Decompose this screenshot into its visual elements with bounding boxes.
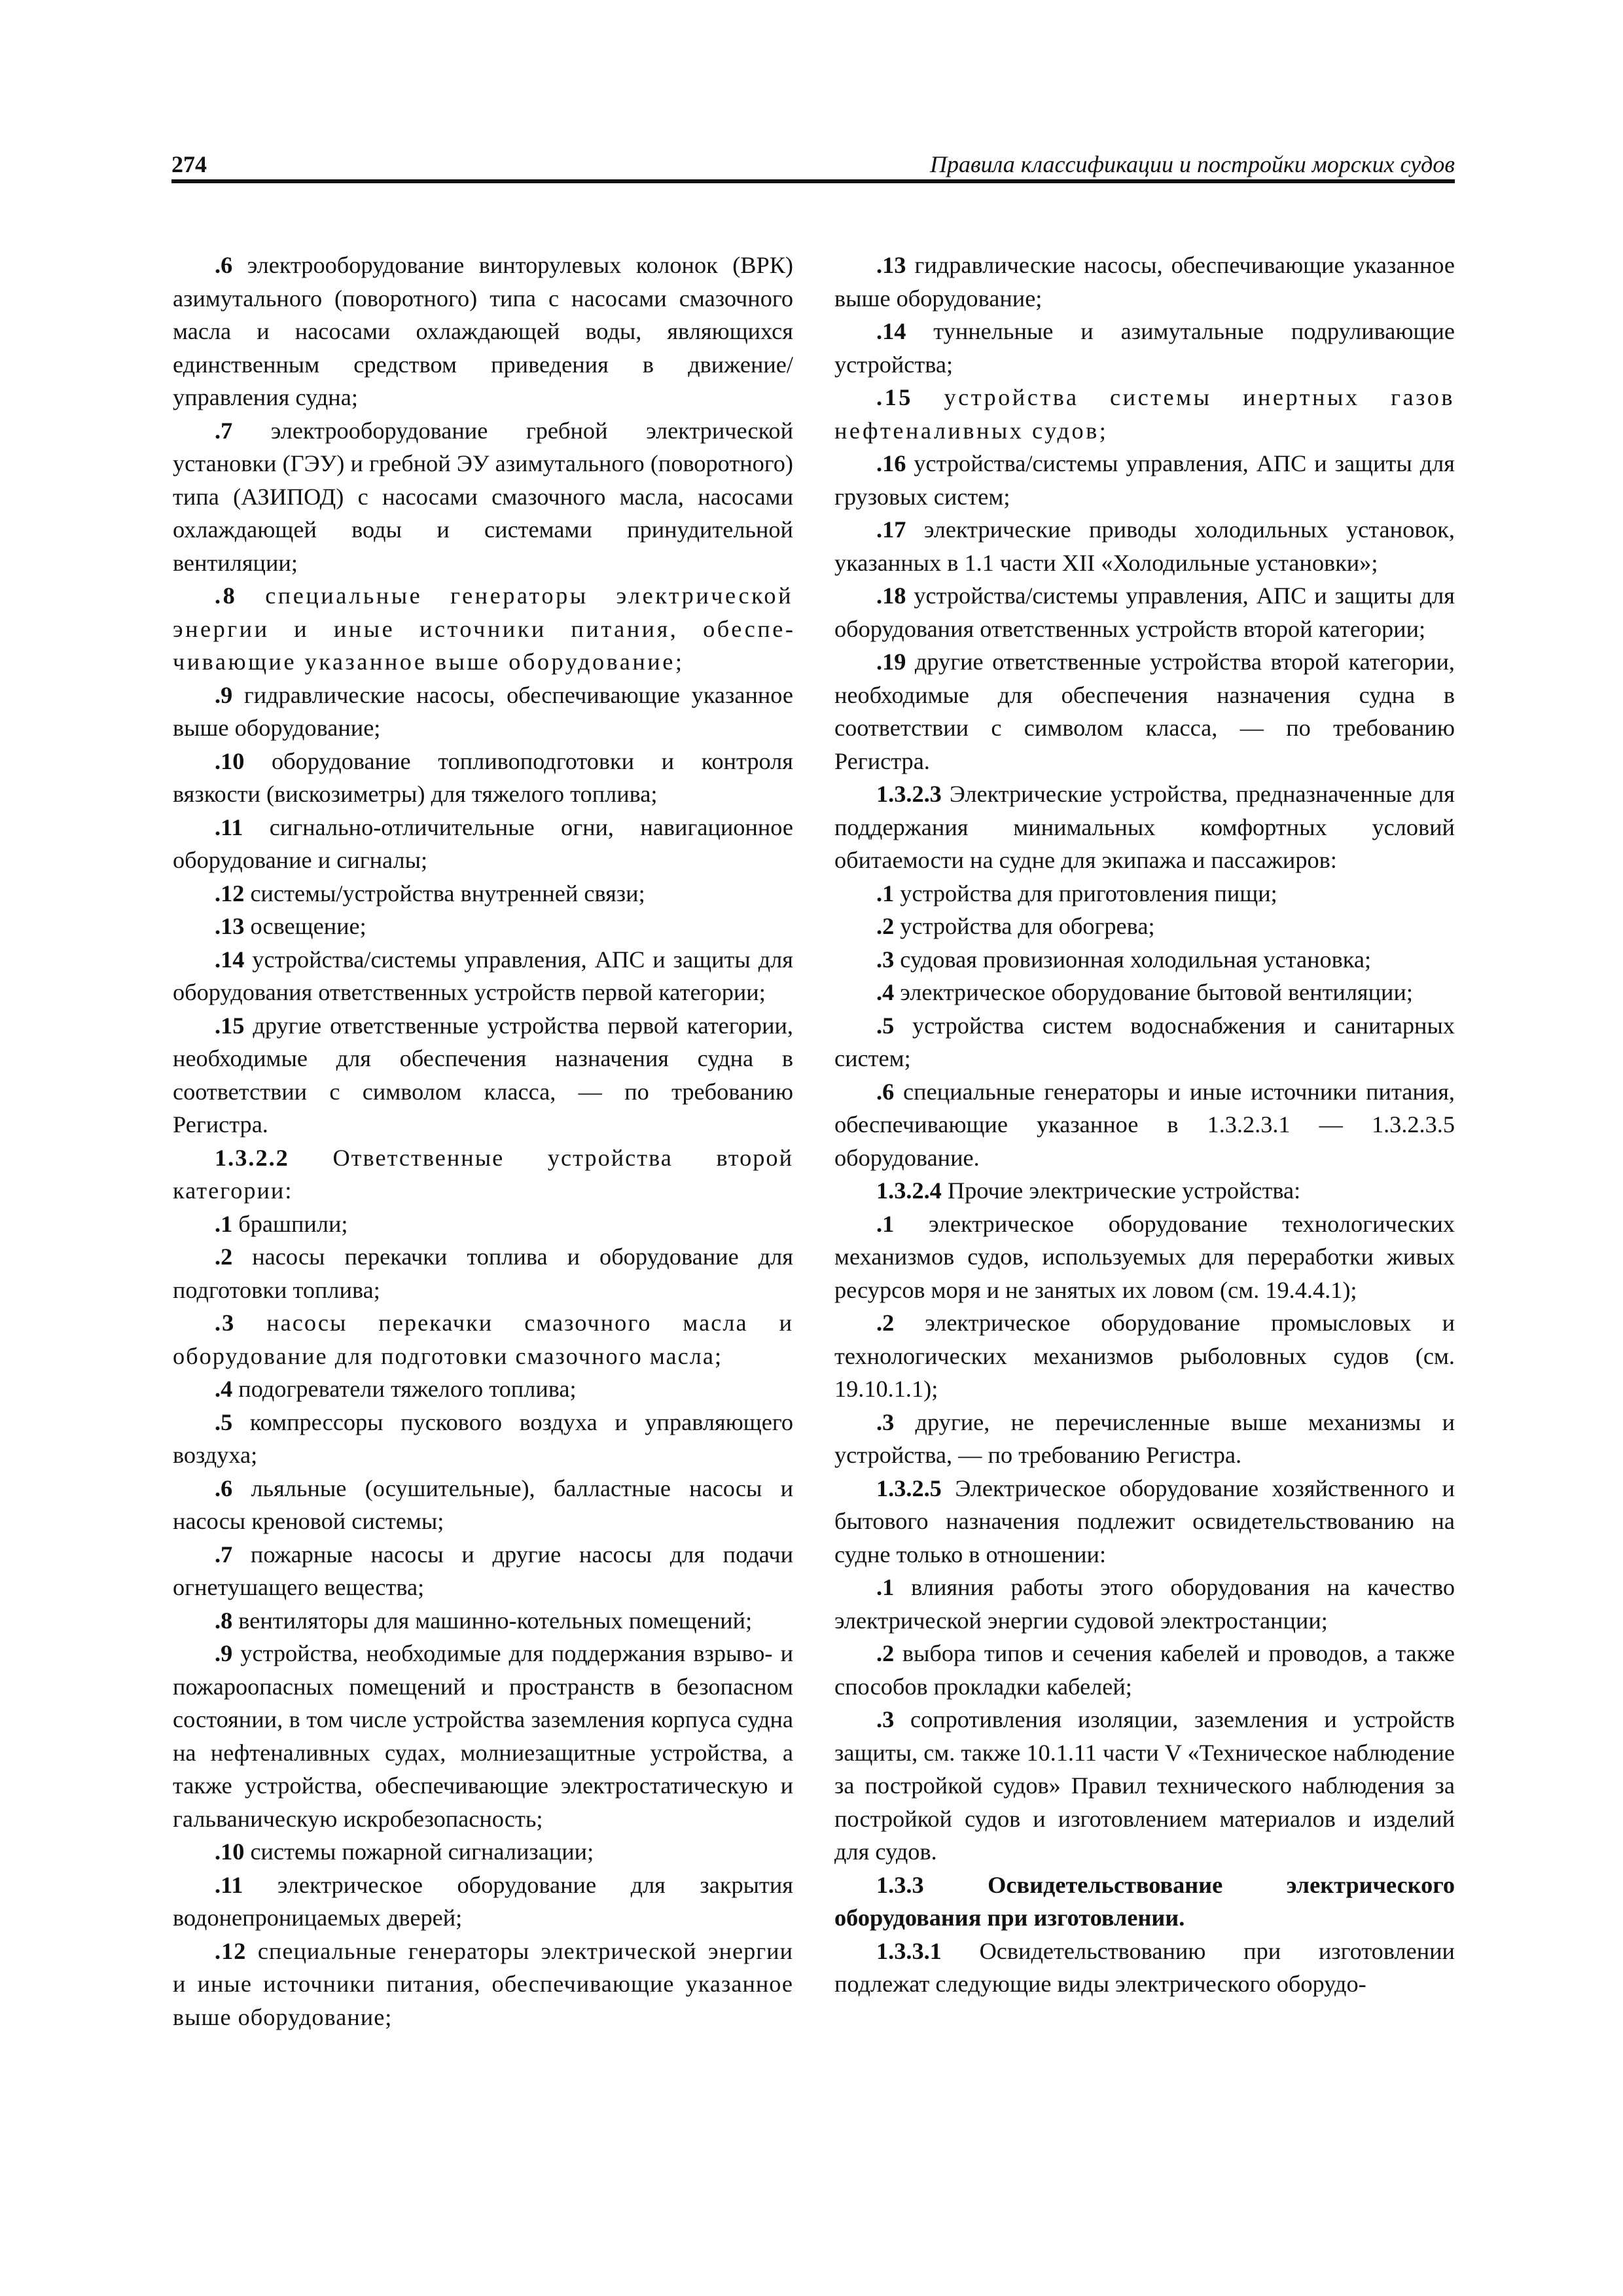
- list-item: .3 другие, не перечисленные выше механизмы и устройства, — по требованию Регистра.: [834, 1408, 1455, 1468]
- list-item: .15 устройства системы инертных газов нефтеналивных судов;: [834, 384, 1455, 444]
- list-item: .10 оборудование топливоподготовки и контроля вязкости (вискозиметры) для тяжелого топлива;: [173, 747, 793, 807]
- list-item: .5 компрессоры пускового воздуха и управляющего воздуха;: [173, 1408, 793, 1468]
- page-header: [171, 148, 1455, 183]
- list-item: .6 электрооборудование винторулевых колонок (ВРК) азимутального (поворотного) типа с насосами смазочного масла и насосами охлаждающей воды, являющихся единственным средством приведения в движение/управления судна;: [173, 252, 793, 410]
- left-column: [173, 249, 793, 2034]
- list-item: .7 пожарные насосы и другие насосы для подачи огнетушащего вещества;: [173, 1541, 793, 1600]
- list-item: .15 другие ответственные устройства первой категории, необходимые для обеспечения назначения судна в соответствии с символом класса, — по требованию Регистра.: [173, 1012, 793, 1138]
- list-item: .3 судовая провизионная холодильная установка;: [876, 946, 1372, 973]
- list-item: .16 устройства/системы управления, АПС и защиты для грузовых систем;: [834, 450, 1455, 510]
- right-column: [834, 249, 1455, 2001]
- list-item: .2 насосы перекачки топлива и оборудование для подготовки топлива;: [173, 1244, 793, 1303]
- list-item: .14 устройства/системы управления, АПС и защиты для оборудования ответственных устройств первой категории;: [173, 946, 793, 1005]
- section-heading: 1.3.3.1 Освидетельствованию при изготовлении подлежат следующие виды электрического оборудо-: [834, 1937, 1455, 1997]
- section-heading: 1.3.2.5 Электрическое оборудование хозяйственного и бытового назначения подлежит освидетельствованию на судне только в отношении:: [834, 1475, 1455, 1568]
- list-item: .12 системы/устройства внутренней связи;: [215, 880, 645, 906]
- list-item: .13 освещение;: [215, 913, 366, 939]
- list-item: .4 электрическое оборудование бытовой вентиляции;: [876, 979, 1413, 1005]
- list-item: .19 другие ответственные устройства второй категории, необходимые для обеспечения назначения судна в соответствии с символом класса, — по требованию Регистра.: [834, 649, 1455, 774]
- section-heading: 1.3.2.4 Прочие электрические устройства:: [876, 1177, 1301, 1204]
- list-item: .4 подогреватели тяжелого топлива;: [215, 1376, 577, 1402]
- list-item: .3 сопротивления изоляции, заземления и устройств защиты, см. также 10.1.11 части V «Техническое наблюдение за постройкой судов» Правил технического наблюдения за постройкой судов и изготовлением материалов и изделий для судов.: [834, 1706, 1455, 1865]
- list-item: .8 специальные генераторы электрической энергии и иные источники питания, обеспечивающие указанное выше оборудование;: [173, 583, 793, 675]
- list-item: .9 устройства, необходимые для поддержания взрыво- и пожароопасных помещений и пространств в безопасном состоянии, в том числе устройства заземления корпуса судна на нефтеналивных судах, молниезащитные устройства, а также устройства, обеспечивающие электростатическую и гальваническую искробезопасность;: [173, 1640, 793, 1832]
- list-item: .18 устройства/системы управления, АПС и защиты для оборудования ответственных устройств второй категории;: [834, 583, 1455, 642]
- section-title: 1.3.3 Освидетельствование электрического оборудования при изготовлении.: [834, 1871, 1455, 1931]
- list-item: .5 устройства систем водоснабжения и санитарных систем;: [834, 1012, 1455, 1071]
- list-item: .2 электрическое оборудование промысловых и технологических механизмов рыболовных судов (см. 19.10.1.1);: [834, 1310, 1455, 1402]
- list-item: .10 системы пожарной сигнализации;: [215, 1839, 594, 1865]
- running-title: Правила классификации и постройки морских судов: [930, 151, 1455, 177]
- list-item: .9 гидравлические насосы, обеспечивающие указанное выше оборудование;: [173, 681, 793, 741]
- section-heading: 1.3.2.2 Ответственные устройства второй категории:: [173, 1144, 793, 1204]
- list-item: .1 влияния работы этого оборудования на качество электрической энергии судовой электростанции;: [834, 1574, 1455, 1634]
- list-item: .6 льяльные (осушительные), балластные насосы и насосы креновой системы;: [173, 1475, 793, 1534]
- list-item: .3 насосы перекачки смазочного масла и оборудование для подготовки смазочного масла;: [173, 1310, 793, 1369]
- list-item: .2 устройства для обогрева;: [876, 913, 1155, 939]
- list-item: .11 сигнально-отличительные огни, навигационное оборудование и сигналы;: [173, 814, 793, 873]
- list-item: .11 электрическое оборудование для закрытия водонепроницаемых дверей;: [173, 1871, 793, 1931]
- list-item: .13 гидравлические насосы, обеспечивающие указанное выше оборудование;: [834, 252, 1455, 312]
- list-item: .8 вентиляторы для машинно-котельных помещений;: [215, 1607, 753, 1634]
- list-item: .2 выбора типов и сечения кабелей и проводов, а также способов прокладки кабелей;: [834, 1640, 1455, 1700]
- list-item: .12 специальные генераторы электрической энергии и иные источники питания, обеспечивающие указанное выше оборудование;: [173, 1937, 793, 2030]
- list-item: .14 туннельные и азимутальные подруливающие устройства;: [834, 318, 1455, 378]
- list-item: .17 электрические приводы холодильных установок, указанных в 1.1 части XII «Холодильные установки»;: [834, 516, 1455, 576]
- list-item: .7 электрооборудование гребной электрической установки (ГЭУ) и гребной ЭУ азимутального (поворотного) типа (АЗИПОД) с насосами смазочного масла, насосами охлаждающей воды и системами принудительной вентиляции;: [173, 417, 793, 576]
- list-item: .6 специальные генераторы и иные источники питания, обеспечивающие указанное в 1.3.2.3.1 — 1.3.2.3.5 оборудование.: [834, 1078, 1455, 1171]
- section-heading: 1.3.2.3 Электрические устройства, предназначенные для поддержания минимальных комфортных условий обитаемости на судне для экипажа и пассажиров:: [834, 781, 1455, 873]
- list-item: .1 устройства для приготовления пищи;: [876, 880, 1277, 906]
- list-item: .1 брашпили;: [215, 1210, 348, 1237]
- list-item: .1 электрическое оборудование технологических механизмов судов, используемых для переработки живых ресурсов моря и не занятых их ловом (см. 19.4.4.1);: [834, 1210, 1455, 1303]
- page-number: 274: [171, 151, 207, 177]
